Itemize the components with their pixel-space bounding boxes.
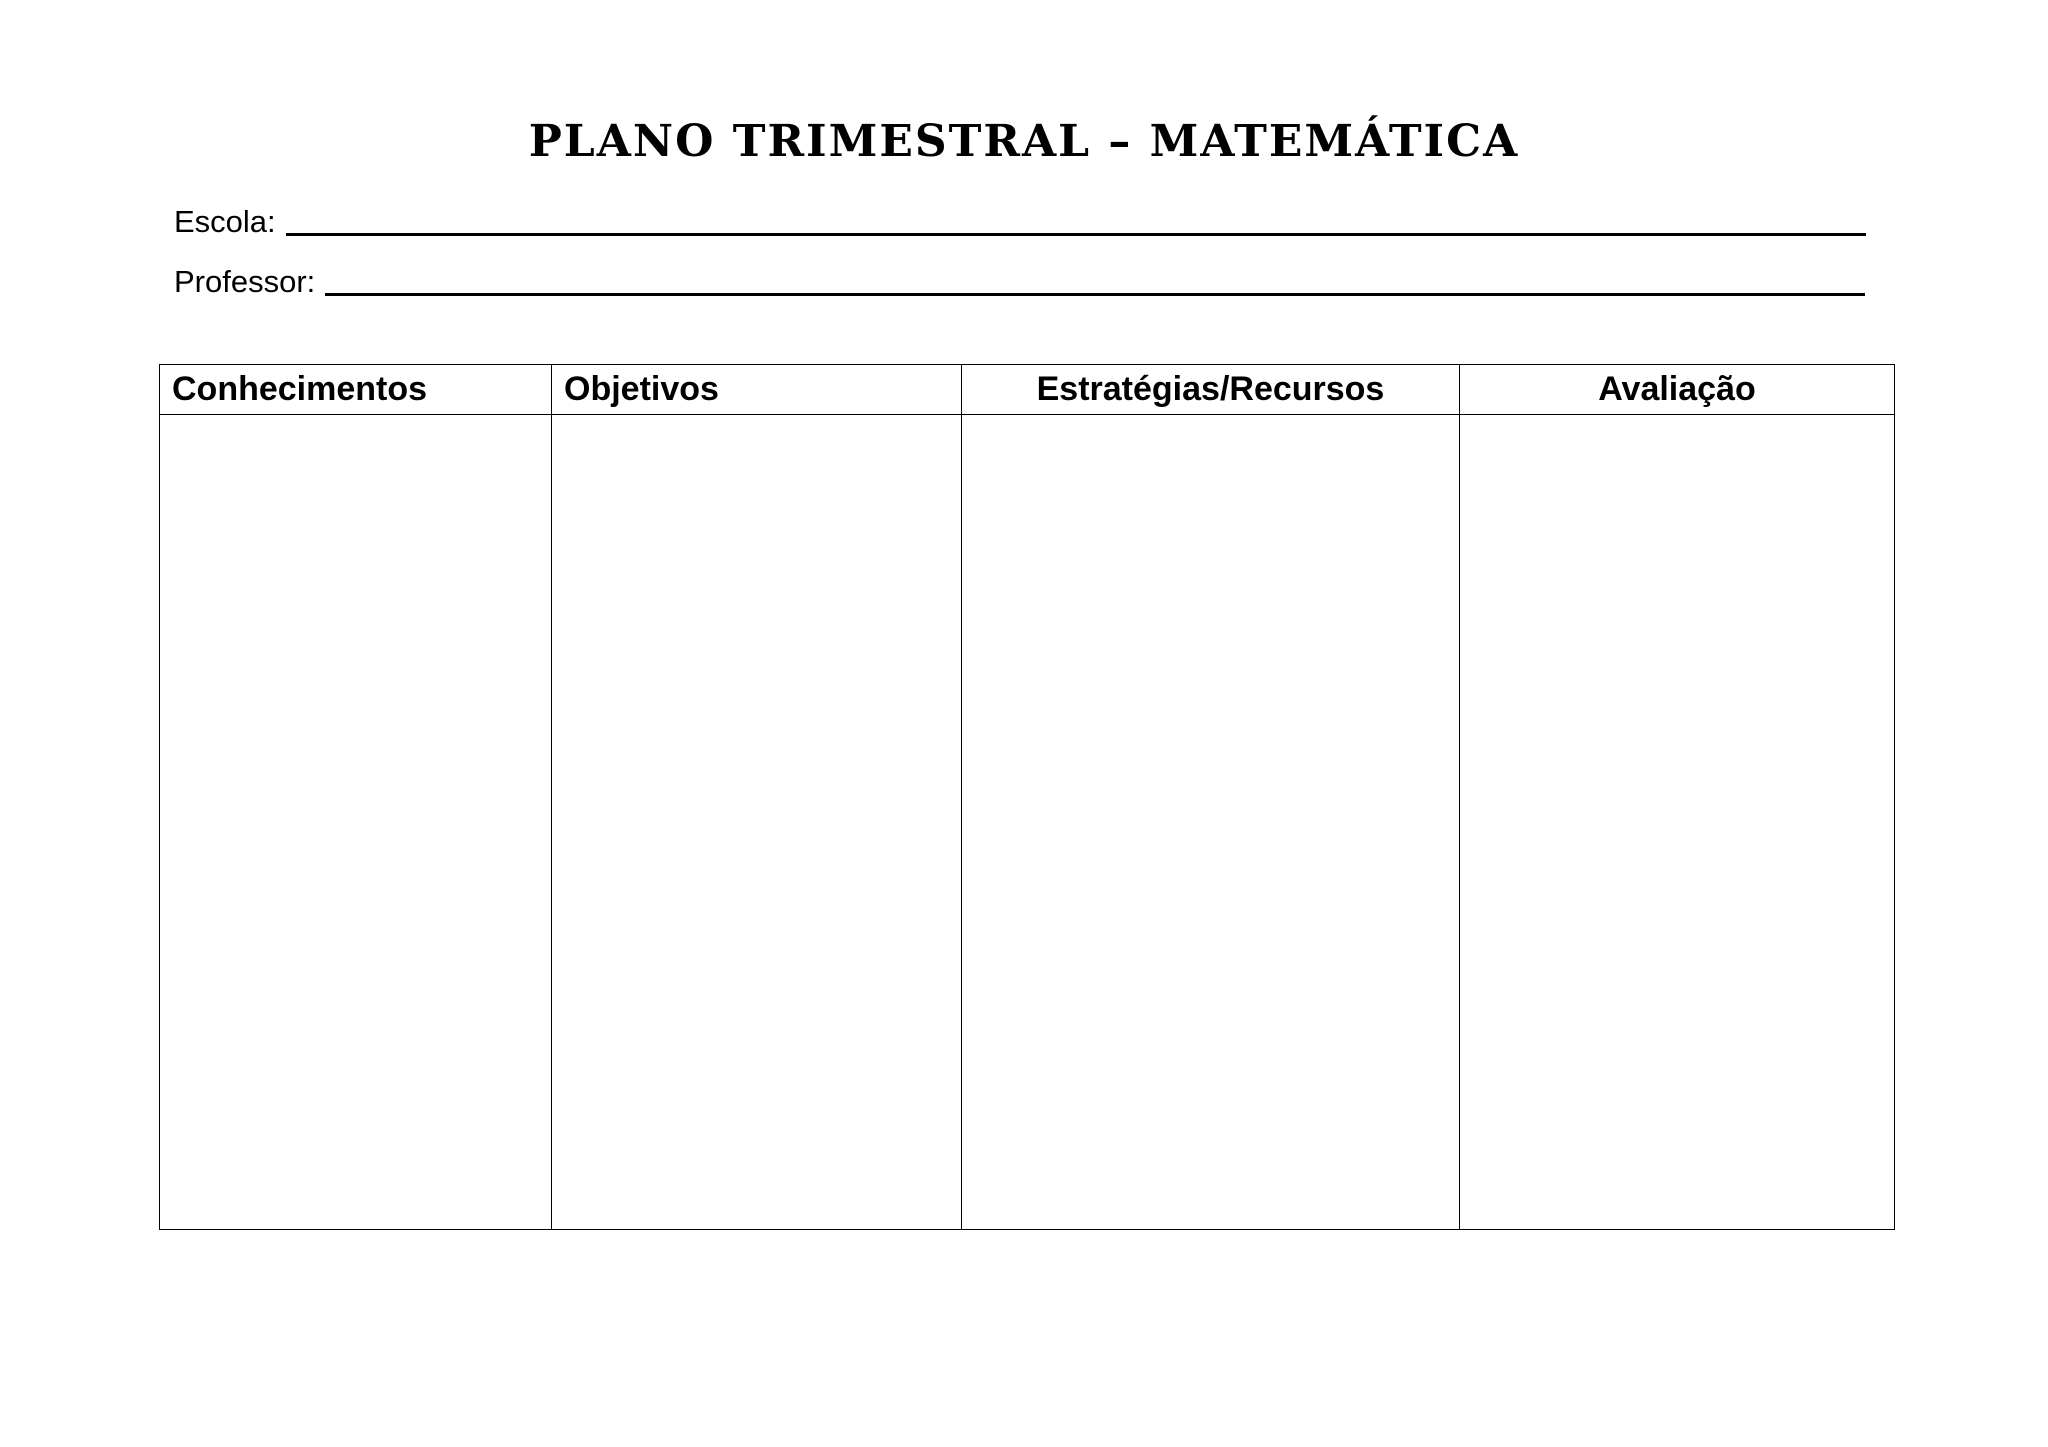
school-blank-line[interactable] [286,233,1866,236]
cell-objetivos[interactable] [552,415,962,1230]
header-avaliacao: Avaliação [1460,365,1895,415]
page-title: PLANO TRIMESTRAL – MATEMÁTICA [528,116,1520,167]
teacher-field [174,264,1865,300]
table-header-row [160,365,1895,415]
cell-conhecimentos[interactable] [160,415,552,1230]
teacher-blank-line[interactable] [325,293,1865,296]
header-estrategias-recursos: Estratégias/Recursos [962,365,1460,415]
cell-estrategias-recursos[interactable] [962,415,1460,1230]
school-field [174,204,1866,240]
plan-table [159,364,1895,1230]
teacher-label: Professor: [174,264,316,299]
header-conhecimentos: Conhecimentos [160,365,552,415]
table-row [160,415,1895,1230]
header-objetivos: Objetivos [552,365,962,415]
cell-avaliacao[interactable] [1460,415,1895,1230]
school-label: Escola: [174,204,276,239]
